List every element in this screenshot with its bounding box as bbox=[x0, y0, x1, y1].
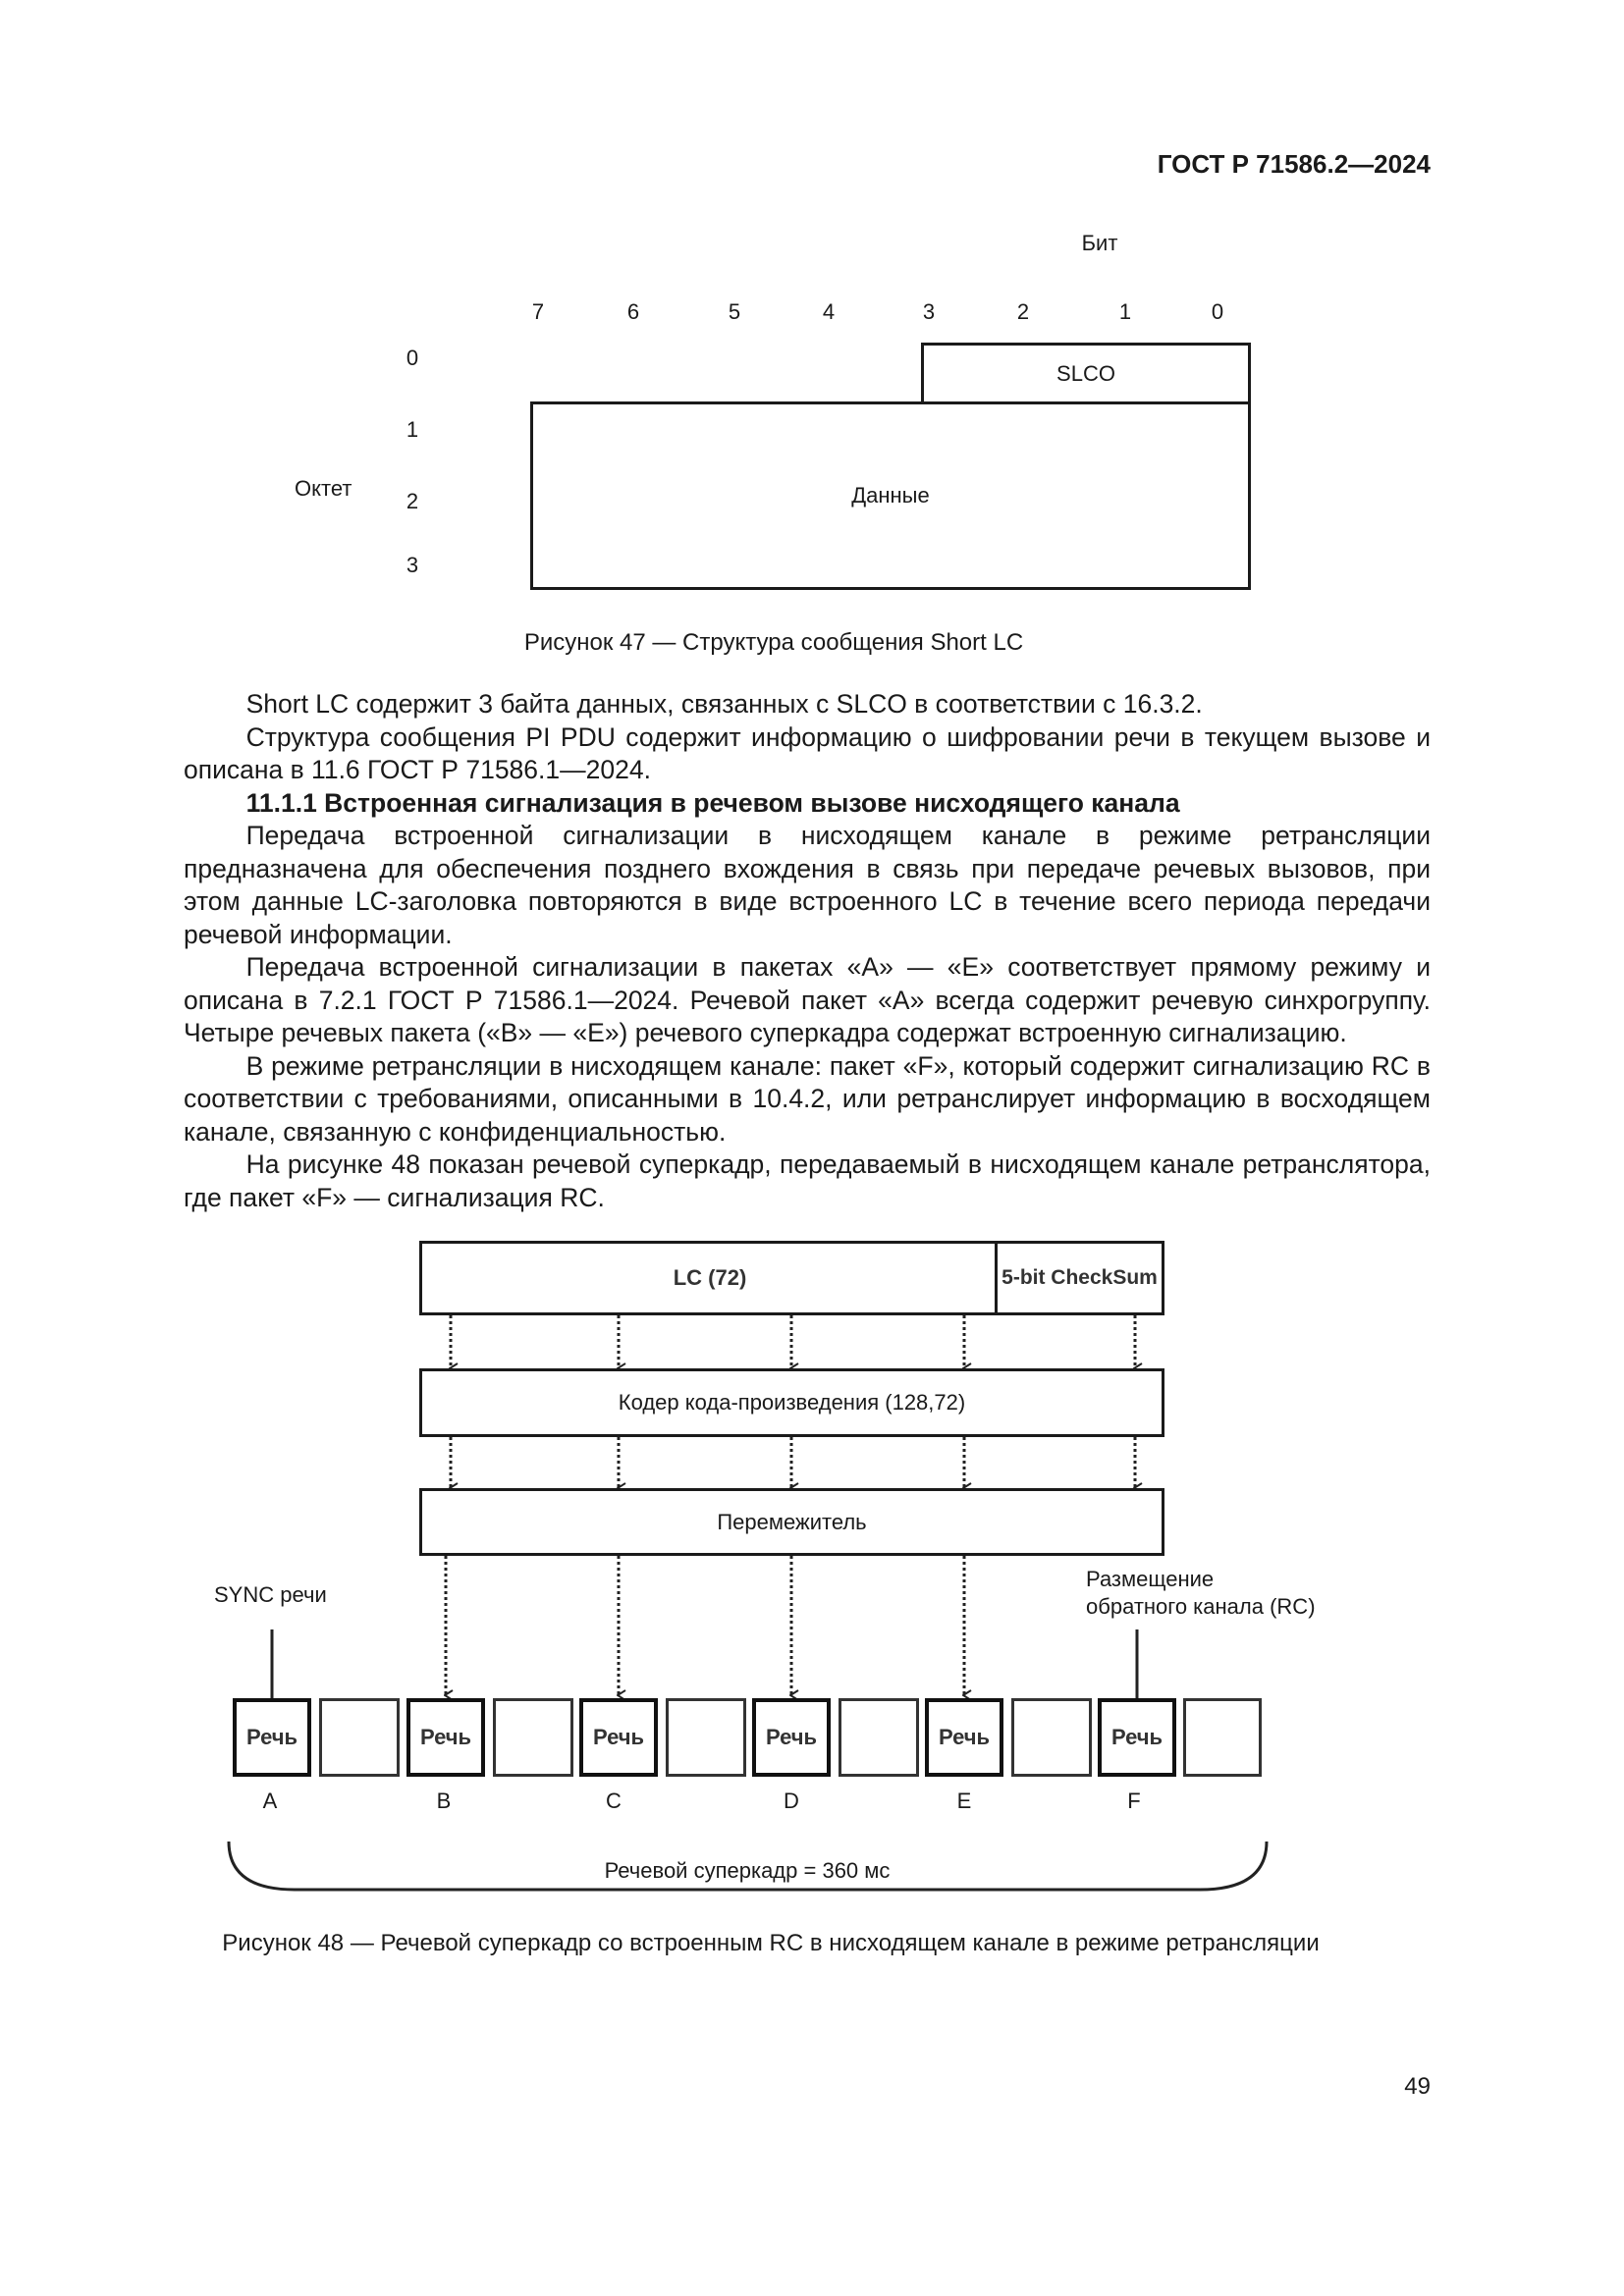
embedded-slot bbox=[1011, 1698, 1092, 1777]
burst-letter: B bbox=[436, 1789, 452, 1813]
document-id: ГОСТ Р 71586.2—2024 bbox=[1157, 149, 1431, 179]
bit-label: 1 bbox=[1118, 299, 1132, 324]
octet-label: 1 bbox=[406, 417, 419, 442]
lc-field: LC (72) bbox=[419, 1241, 1001, 1315]
bit-label: 0 bbox=[1211, 299, 1224, 324]
burst-letter: A bbox=[262, 1789, 278, 1813]
figure-47-caption: Рисунок 47 — Структура сообщения Short LC bbox=[523, 629, 1024, 656]
paragraph: Short LC содержит 3 байта данных, связанных с SLCO в соответствии с 16.3.2. bbox=[245, 689, 1203, 719]
octet-label: 2 bbox=[406, 489, 419, 513]
speech-sync-label: SYNC речи bbox=[214, 1582, 327, 1607]
burst-letter: E bbox=[956, 1789, 972, 1813]
paragraph: Структура сообщения PI PDU содержит информацию о шифровании речи в текущем вызове и описана в 11.6 ГОСТ Р 71586.1—2024. bbox=[184, 721, 1431, 784]
bit-label: 5 bbox=[728, 299, 741, 324]
burst-letter: D bbox=[784, 1789, 799, 1813]
interleaver-block: Перемежитель bbox=[419, 1488, 1164, 1556]
speech-burst-f: Речь bbox=[1098, 1698, 1176, 1777]
product-code-encoder-block: Кодер кода-произведения (128,72) bbox=[419, 1368, 1164, 1437]
speech-burst-e: Речь bbox=[925, 1698, 1003, 1777]
bit-label: 6 bbox=[626, 299, 640, 324]
speech-burst-d: Речь bbox=[752, 1698, 831, 1777]
paragraph: Передача встроенной сигнализации в пакетах «A» — «E» соответствует прямому режиму и описана в 7.2.1 ГОСТ Р 71586.1—2024. Речевой пакет «A» всегда содержит речевую синхрогруппу. Четыре речевых пакета («B» — «E») речевого суперкадра содержат встроенную сигнализацию. bbox=[184, 952, 1431, 1047]
speech-burst-a: Речь bbox=[233, 1698, 311, 1777]
speech-burst-c: Речь bbox=[579, 1698, 658, 1777]
burst-letter: F bbox=[1127, 1789, 1141, 1813]
data-field: Данные bbox=[530, 401, 1251, 590]
section-heading: 11.1.1 Встроенная сигнализация в речевом вызове нисходящего канала bbox=[245, 787, 1180, 818]
embedded-slot bbox=[319, 1698, 400, 1777]
rc-placement-label-line1: Размещение bbox=[1086, 1567, 1215, 1591]
bit-axis-title: Бит bbox=[1081, 231, 1118, 255]
burst-letter: C bbox=[606, 1789, 622, 1813]
octet-label: 0 bbox=[406, 346, 419, 370]
figure-48-caption: Рисунок 48 — Речевой суперкадр со встроенным RC в нисходящем канале в режиме ретрансляции bbox=[222, 1930, 1320, 1956]
speech-burst-b: Речь bbox=[406, 1698, 485, 1777]
bit-label: 2 bbox=[1016, 299, 1030, 324]
page-number: 49 bbox=[1404, 2073, 1431, 2100]
embedded-slot bbox=[666, 1698, 746, 1777]
bit-label: 4 bbox=[822, 299, 836, 324]
checksum-field: 5-bit CheckSum bbox=[995, 1241, 1164, 1315]
paragraph: Передача встроенной сигнализации в нисходящем канале в режиме ретрансляции предназначена для обеспечения позднего вхождения в связь при передаче речевых вызовов, при этом данные LC-заголовка повторяются в виде встроенного LC в течение всего периода передачи речевой информации. bbox=[184, 821, 1431, 949]
superframe-label: Речевой суперкадр = 360 мс bbox=[604, 1858, 891, 1883]
bit-label: 3 bbox=[922, 299, 936, 324]
embedded-slot bbox=[839, 1698, 919, 1777]
embedded-slot bbox=[493, 1698, 573, 1777]
rc-placement-label-line2: обратного канала (RC) bbox=[1086, 1594, 1316, 1619]
octet-axis-title: Октет bbox=[295, 476, 352, 501]
slco-field: SLCO bbox=[921, 343, 1251, 405]
octet-label: 3 bbox=[406, 553, 419, 577]
bit-label: 7 bbox=[531, 299, 545, 324]
paragraph: На рисунке 48 показан речевой суперкадр, передаваемый в нисходящем канале ретранслятора, где пакет «F» — сигнализация RC. bbox=[184, 1149, 1431, 1212]
paragraph: В режиме ретрансляции в нисходящем канале: пакет «F», который содержит сигнализацию RC в соответствии с требованиями, описанными в 10.4.2, или ретранслирует информацию в восходящем канале, связанную с конфиденциальностью. bbox=[184, 1050, 1431, 1147]
embedded-slot bbox=[1183, 1698, 1262, 1777]
